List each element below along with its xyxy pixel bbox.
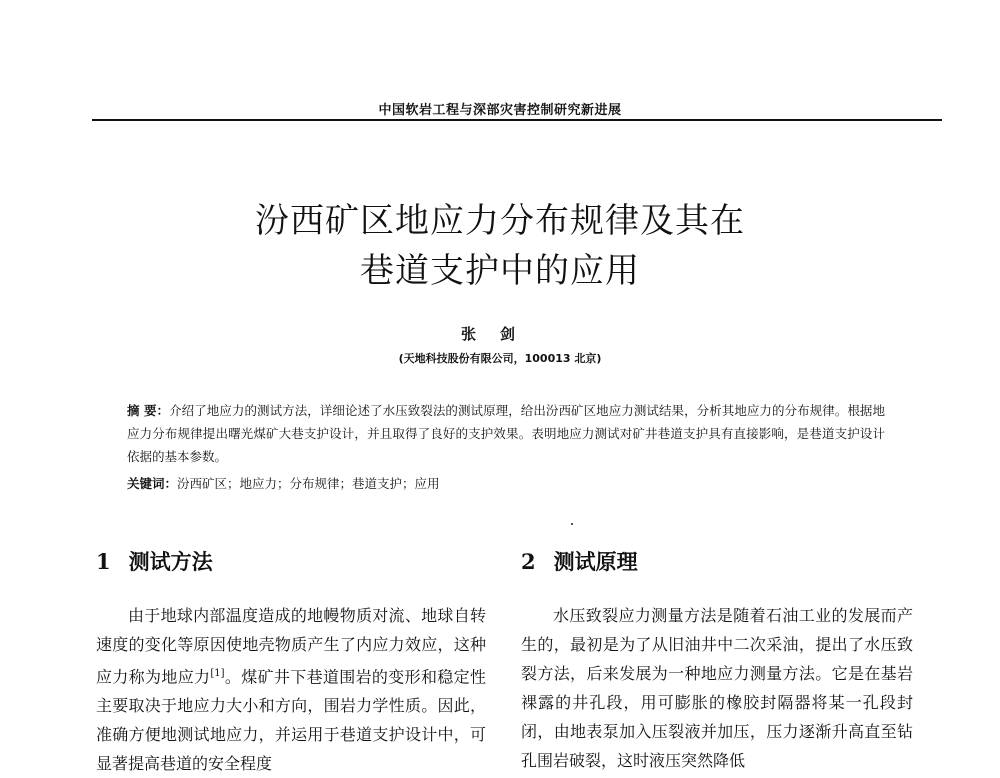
keywords-label: 关键词： — [127, 476, 178, 491]
keywords-text: 汾西矿区；地应力；分布规律；巷道支护；应用 — [177, 476, 440, 491]
section-1-text-a: 由于地球内部温度造成的地幔物质对流、地球自转速度的变化等原因使地壳物质产生了内应力效应，这种应力称为地应力 — [96, 606, 486, 687]
section-1-heading — [96, 546, 213, 576]
section-1-body — [96, 601, 486, 778]
section-2-body — [521, 601, 913, 775]
section-2-text: 水压致裂应力测量方法是随着石油工业的发展而产生的，最初是为了从旧油井中二次采油，提出了水压致裂方法，后来发展为一种地应力测量方法。它是在基岩裸露的井孔段，用可膨胀的橡胶封隔器将某一孔段封闭，由地表泵加入压裂液并加压，压力逐渐升高直至钻孔围岩破裂，这时液压突然降低 — [521, 606, 913, 770]
abstract-text: 介绍了地应力的测试方法，详细论述了水压致裂法的测试原理，给出汾西矿区地应力测试结果，分析其地应力的分布规律。根据地应力分布规律提出曙光煤矿大巷支护设计，并且取得了良好的支护效果。表明地应力测试对矿井巷道支护具有直接影响，是巷道支护设计依据的基本参数。 — [127, 403, 885, 464]
section-2-number: 2 — [521, 549, 536, 574]
abstract — [127, 399, 885, 468]
section-1-number: 1 — [96, 549, 111, 574]
header-rule — [92, 119, 942, 121]
author: 张剑 — [460, 325, 539, 343]
affiliation: (天地科技股份有限公司，100013 北京) — [398, 352, 602, 365]
keywords — [127, 472, 885, 495]
section-2-heading — [521, 546, 638, 576]
title-line-1: 汾西矿区地应力分布规律及其在 — [255, 201, 745, 241]
running-head: 中国软岩工程与深部灾害控制研究新进展 — [378, 103, 622, 118]
paper-title — [0, 196, 1000, 296]
title-line-2: 巷道支护中的应用 — [360, 251, 640, 291]
citation-ref[interactable]: [1] — [210, 668, 225, 679]
abstract-label: 摘 要： — [127, 403, 170, 418]
section-1-title: 测试方法 — [128, 550, 213, 574]
section-2-title: 测试原理 — [553, 550, 638, 574]
scan-speck — [571, 523, 573, 525]
section-1-text-b: 。煤矿井下巷道围岩的变形和稳定性主要取决于地应力大小和方向，围岩力学性质。因此，准确方便地测试地应力，并运用于巷道支护设计中，可显著提高巷道的安全程度 — [96, 667, 486, 774]
